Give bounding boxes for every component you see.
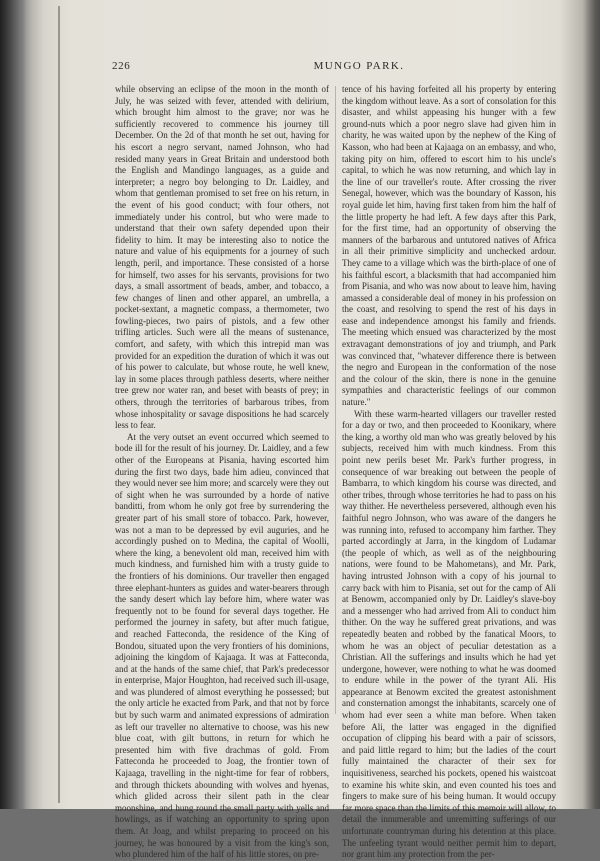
running-title: MUNGO PARK. bbox=[313, 60, 405, 72]
page bbox=[46, 8, 576, 860]
page-edge-shadow bbox=[582, 0, 600, 809]
book-binding-shadow bbox=[0, 0, 26, 809]
page-number: 226 bbox=[112, 60, 131, 72]
column-divider bbox=[335, 86, 336, 714]
paragraph: With these warm-hearted villagers our traveller rested for a day or two, and then proceeded to Koonikary, where the king, a worthy old man who was greatly beloved by his subjects, received him with much kindness. From this point new perils beset Mr. Park's further progress, in consequence of war breaking out between the people of Bambarra, to which kingdom his course was directed, and other tribes, through whose territories he had to pass on his way thither. He nevertheless persevered, although even his faithful negro Johnson, who was aware of the dangers he was running into, refused to accompany him farther. They parted accordingly at Jarra, in the kingdom of Ludamar (the people of which, as well as of the neighbouring nations, were found to be Mahometans), and Mr. Park, having intrusted Johnson with a copy of his journal to carry back with him to Pisania, set out for the camp of Ali at Benowm, accompanied only by Dr. Laidley's slave-boy and a messenger who had arrived from Ali to conduct him thither. On the way he suffered great privations, and was repeatedly beaten and robbed by the fanatical Moors, to whom he was an object of peculiar detestation as a Christian. All the sufferings and insults which he had yet undergone, however, were nothing to what he was doomed to endure while in the power of the tyrant Ali. His appearance at Benowm excited the greatest astonishment and consternation amongst the inhabitants, scarcely one of whom had ever seen a white man before. When taken before Ali, the latter was engaged in the dignified occupation of clipping his beard with a pair of scissors, and paid little regard to him; but the ladies of the court fully maintained the character of their sex for inquisitiveness, searched his pockets, opened his waistcoat to examine his white skin, and even counted his toes and fingers to make sure of his being human. It would occupy far more space than the limits of this memoir will allow, to detail the innumerable and unremitting sufferings of our unfortunate countryman during his detention at this place. The unfeeling tyrant would neither permit him to depart, nor grant him any protection from the per- bbox=[342, 408, 556, 860]
running-head bbox=[112, 60, 576, 76]
paragraph: tence of his having forfeited all his property by entering the kingdom without leave. As a sort of consolation for this disaster, and whilst appeasing his hunger with a few ground-nuts which a poor negro slave had given him in charity, he was waited upon by the nephew of the King of Kasson, who had been at Kajaaga on an embassy, and who, taking pity on him, offered to escort him to his uncle's capital, to which he was now returning, and which lay in the line of our traveller's route. After crossing the river Senegal, however, which was the boundary of Kasson, his royal guide let him, having first taken from him the half of the little property he had left. A few days after this Park, for the first time, had an opportunity of observing the manners of the barbarous and untutored natives of Africa in all their primitive simplicity and unchecked ardour. They came to a village which was the birth-place of one of his faithful escort, a blacksmith that had accompanied him from Pisania, and who was now about to leave him, having amassed a considerable deal of money in his profession on the coast, and resolving to spend the rest of his days in ease and independence amongst his family and friends. The meeting which ensued was characterized by the most extravagant demonstrations of joy and triumph, and Park was convinced that, "whatever difference there is between the negro and European in the conformation of the nose and the colour of the skin, there is none in the genuine sympathies and characteristic feelings of our common nature." bbox=[342, 84, 556, 408]
text-column-right bbox=[342, 84, 556, 861]
paragraph: while observing an eclipse of the moon in the month of July, he was seized with fever, attended with delirium, which brought him almost to the grave; nor was he sufficiently recovered to commence his journey till December. On the 2d of that month he set out, having for his escort a negro servant, named Johnson, who had resided many years in Great Britain and understood both the English and Mandingo languages, as a guide and interpreter; a negro boy belonging to Dr. Laidley, and whom that gentleman promised to set free on his return, in the event of his good conduct; with four others, not immediately under his control, but who were made to understand that their own safety depended upon their fidelity to him. It may be interesting also to notice the nature and value of his equipments for a journey of such length, peril, and importance. These consisted of a horse for himself, two asses for his servants, provisions for two days, a small assortment of beads, amber, and tobacco, a few changes of linen and other apparel, an umbrella, a pocket-sextant, a magnetic compass, a thermometer, two fowling-pieces, two pairs of pistols, and a few other trifling articles. Such were all the means of sustenance, comfort, and safety, with which this intrepid man was provided for an expedition the duration of which it was out of his power to calculate, but whose route, he well knew, lay in some places through pathless deserts, where neither tree grew nor water ran, and beset with beasts of prey; in others, through the territories of barbarous tribes, from whose inhospitality or savage dispositions he had scarcely less to fear. bbox=[115, 84, 329, 431]
paragraph: At the very outset an event occurred which seemed to bode ill for the result of his journey. Dr. Laidley, and a few other of the Europeans at Pisania, having escorted him during the first two days, bade him adieu, convinced that they would never see him more; and scarcely were they out of sight when he was surrounded by a horde of native banditti, from whom he only got free by surrendering the greater part of his small store of tobacco. Park, however, was not a man to be depressed by evil auguries, and he accordingly pushed on to Medina, the capital of Woolli, where the king, a benevolent old man, received him with much kindness, and furnished him with a trusty guide to the frontiers of his dominions. Our traveller then engaged three elephant-hunters as guides and water-bearers through the sandy desert which lay before him, where water was frequently not to be found for several days together. He performed the journey in safety, but after much fatigue, and reached Fatteconda, the residence of the King of Bondou, situated upon the very frontiers of his dominions, adjoining the kingdom of Kajaaga. It was at Fatteconda, and at the hands of the same chief, that Park's predecessor in enterprise, Major Houghton, had received such ill-usage, and was plundered of almost everything he possessed; but the only article he exacted from Park, and that not by force but by such warm and animated expressions of admiration as left our traveller no alternative to choose, was his new blue coat, with gilt buttons, in return for which he presented him with five drachmas of gold. From Fatteconda he proceeded to Joag, the frontier town of Kajaaga, travelling in the night-time for fear of robbers, and through thickets abounding with wolves and hyenas, which glided across their silent path in the clear moonshine, and hung round the small party with yells and howlings, as if watching an opportunity to spring upon them. At Joag, and whilst preparing to proceed on his journey, he was honoured by a visit from the king's son, who plundered him of the half of his little stores, on pre- bbox=[115, 431, 329, 860]
text-column-left bbox=[115, 84, 329, 861]
